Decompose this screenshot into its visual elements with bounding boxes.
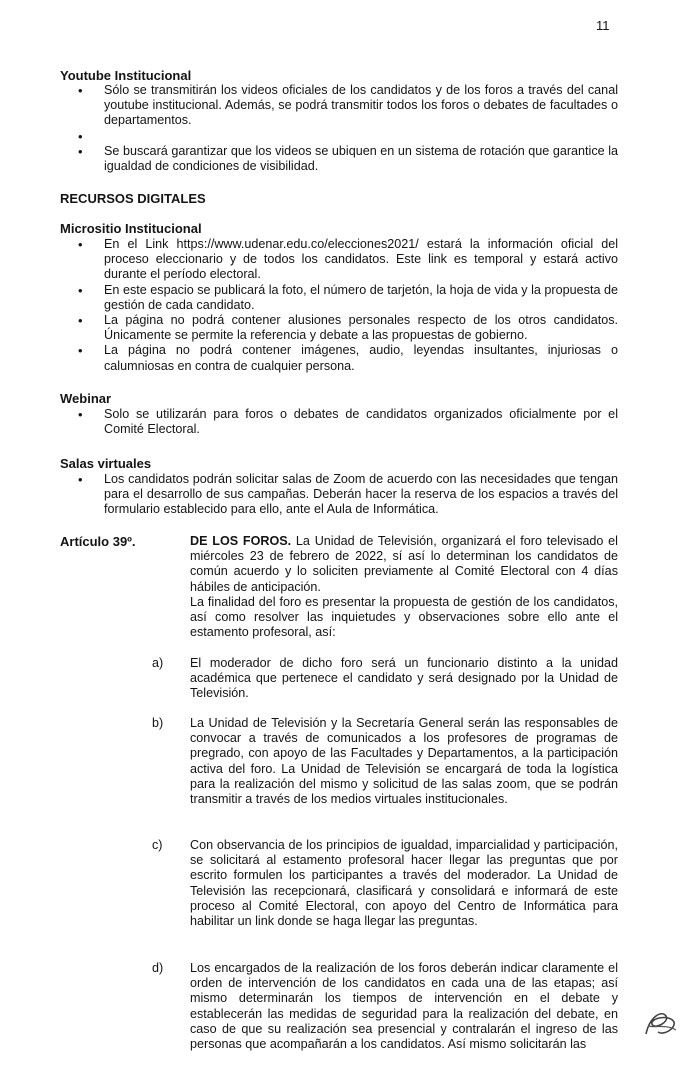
recursos-heading: RECURSOS DIGITALES bbox=[60, 191, 206, 206]
article-body bbox=[190, 534, 618, 640]
clause-c bbox=[152, 838, 618, 929]
youtube-heading: Youtube Institucional bbox=[60, 68, 192, 83]
clause-letter: c) bbox=[152, 838, 163, 852]
clause-letter: d) bbox=[152, 961, 164, 975]
clause-a bbox=[152, 656, 618, 702]
clause-text: Con observancia de los principios de igualdad, imparcialidad y participación, se solicitará al estamento profesoral hacer llegar las preguntas que por escrito formulen los participantes a través del moderador. La Unidad de Televisión las recepcionará, clasificará y consolidará e informará de este proceso al Comité Electoral, con apoyo del Centro de Informática para habilitar un link donde se haga llegar las preguntas. bbox=[190, 838, 618, 929]
clause-letter: a) bbox=[152, 656, 164, 670]
article-label: Artículo 39º. bbox=[60, 534, 136, 549]
page-number: 11 bbox=[596, 18, 610, 33]
article-title: DE LOS FOROS. bbox=[190, 534, 292, 548]
list-item: • En este espacio se publicará la foto, el número de tarjetón, la hoja de vida y la propuesta de gestión de cada candidato. bbox=[78, 283, 618, 313]
micrositio-list bbox=[78, 237, 618, 374]
salas-heading: Salas virtuales bbox=[60, 456, 152, 471]
webinar-list bbox=[78, 407, 618, 437]
salas-list bbox=[78, 472, 618, 518]
list-spacer bbox=[78, 129, 618, 144]
clause-letter: b) bbox=[152, 716, 164, 730]
list-item: • Sólo se transmitirán los videos oficiales de los candidatos y de los foros a través del canal youtube institucional. Además, se podrá transmitir todos los foros o debates de facultades o departamentos. bbox=[78, 83, 618, 129]
article-purpose: La finalidad del foro es presentar la propuesta de gestión de los candidatos, así como resolver las inquietudes y observaciones sobre ello ante el estamento profesoral, así: bbox=[190, 594, 618, 640]
youtube-list bbox=[78, 83, 618, 174]
clause-d bbox=[152, 961, 618, 1052]
clause-text: El moderador de dicho foro será un funcionario distinto a la unidad académica que pertenece el candidato y será designado por la Unidad de Televisión. bbox=[190, 656, 618, 701]
list-item: • En el Link https://www.udenar.edu.co/elecciones2021/ estará la información oficial del proceso eleccionario y de todos los candidatos. Este link es temporal y estará activo durante el período electoral. bbox=[78, 237, 618, 283]
list-item: • La página no podrá contener imágenes, audio, leyendas insultantes, injuriosas o calumniosas en contra de cualquier persona. bbox=[78, 343, 618, 373]
article-intro-text: La Unidad de Televisión, organizará el foro televisado el miércoles 23 de febrero de 2022, sí así lo determinan los candidatos de común acuerdo y lo soliciten previamente al Comité Electoral con 4 días hábiles de anticipación. bbox=[190, 534, 618, 594]
article-intro bbox=[190, 534, 618, 595]
list-item: • Los candidatos podrán solicitar salas de Zoom de acuerdo con las necesidades que tengan para el desarrollo de sus campañas. Deberán hacer la reserva de los espacios a través del formulario establecido para ello, ante el Aula de Informática. bbox=[78, 472, 618, 518]
list-item: • Solo se utilizarán para foros o debates de candidatos organizados oficialmente por el Comité Electoral. bbox=[78, 407, 618, 437]
signature-initials bbox=[640, 1006, 680, 1042]
list-item: • Se buscará garantizar que los videos se ubiquen en un sistema de rotación que garantice la igualdad de condiciones de visibilidad. bbox=[78, 144, 618, 174]
clause-text: Los encargados de la realización de los foros deberán indicar claramente el orden de intervención de los candidatos en cada una de las etapas; así mismo determinarán los tiempos de intervención en el debate y establecerán las medidas de seguridad para la realización del debate, en caso de que su realización sea presencial y contralarán el ingreso de las personas que acompañarán a los candidatos. Así mismo solicitarán las bbox=[190, 961, 618, 1052]
list-item: • La página no podrá contener alusiones personales respecto de los otros candidatos. Únicamente se permite la referencia y debate a las propuestas de gobierno. bbox=[78, 313, 618, 343]
clause-b bbox=[152, 716, 618, 807]
clause-text: La Unidad de Televisión y la Secretaría General serán las responsables de convocar a través de comunicados a los profesores de programas de pregrado, con apoyo de las Facultades y Departamentos, a la participación activa del foro. La Unidad de Televisión se encargará de toda la logística para la realización del mismo y solicitud de las salas zoom, que se podrán transmitir a través de los medios virtuales institucionales. bbox=[190, 716, 618, 807]
webinar-heading: Webinar bbox=[60, 391, 112, 406]
elecciones-link[interactable]: https://www.udenar.edu.co/elecciones2021/ bbox=[176, 237, 419, 251]
micrositio-heading: Micrositio Institucional bbox=[60, 221, 202, 236]
